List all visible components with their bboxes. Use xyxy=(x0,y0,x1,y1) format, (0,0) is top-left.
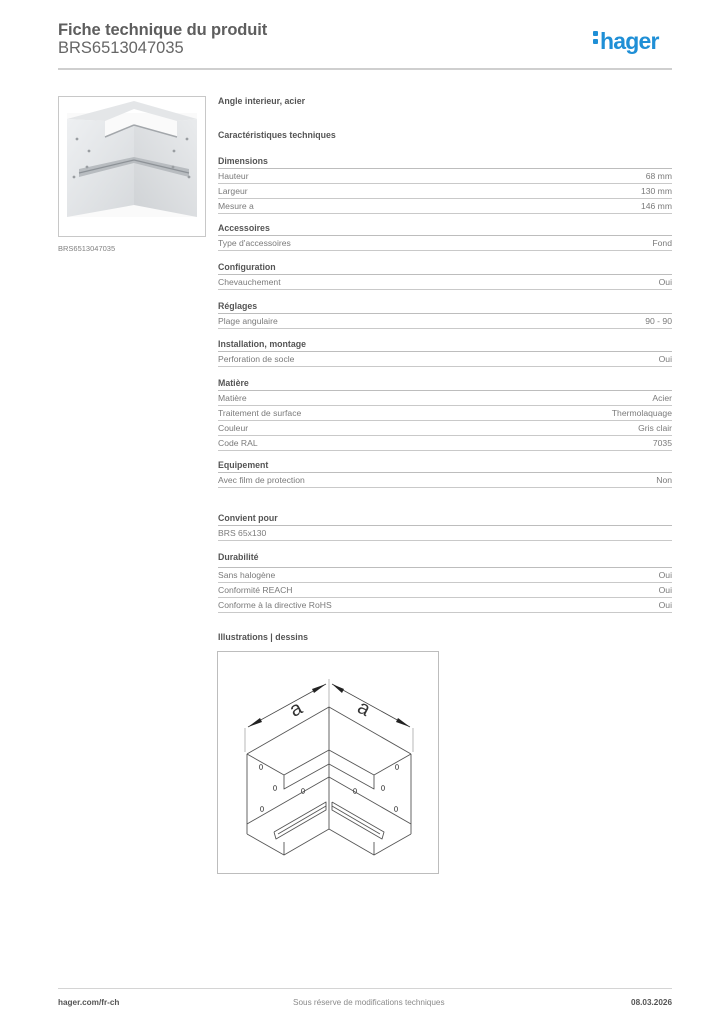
hager-logo: hager xyxy=(593,28,659,55)
spec-row: Conforme à la directive RoHS Oui xyxy=(218,598,672,613)
illustrations-heading: Illustrations | dessins xyxy=(218,632,308,642)
spec-row: Plage angulaire 90 - 90 xyxy=(218,314,672,329)
technical-drawing xyxy=(217,651,439,874)
spec-row: Avec film de protection Non xyxy=(218,473,672,488)
interior-angle-photo-icon xyxy=(59,97,205,236)
section-title: Accessoires xyxy=(218,222,672,236)
section-durabilite xyxy=(218,551,672,613)
section-dimensions xyxy=(218,155,672,214)
product-name: Angle interieur, acier xyxy=(218,96,306,106)
section-title: Configuration xyxy=(218,261,672,275)
footer-date: 08.03.2026 xyxy=(631,998,672,1007)
spec-row: Traitement de surface Thermolaquage xyxy=(218,406,672,421)
footer-website-link[interactable]: hager.com/fr-ch xyxy=(58,998,120,1007)
spec-row: Code RAL 7035 xyxy=(218,436,672,451)
technical-characteristics-heading: Caractéristiques techniques xyxy=(218,130,336,140)
section-title: Matière xyxy=(218,377,672,391)
footer-divider xyxy=(58,988,672,989)
section-title: Durabilité xyxy=(218,551,672,568)
section-matiere xyxy=(218,377,672,451)
logo-colon-icon xyxy=(593,29,598,47)
product-photo-caption: BRS6513047035 xyxy=(58,244,116,253)
footer-disclaimer: Sous réserve de modifications techniques xyxy=(293,998,445,1007)
section-convient-pour xyxy=(218,512,672,541)
spec-row: Couleur Gris clair xyxy=(218,421,672,436)
section-equipement xyxy=(218,459,672,488)
page-title: Fiche technique du produit xyxy=(58,21,268,39)
spec-row: Sans halogène Oui xyxy=(218,568,672,583)
spec-row: Type d'accessoires Fond xyxy=(218,236,672,251)
section-installation-montage xyxy=(218,338,672,367)
spec-row: Matière Acier xyxy=(218,391,672,406)
section-title: Dimensions xyxy=(218,155,672,169)
svg-text:a: a xyxy=(285,697,306,722)
section-title: Convient pour xyxy=(218,512,672,526)
spec-row: BRS 65x130 xyxy=(218,526,672,541)
product-photo xyxy=(58,96,206,237)
section-title: Equipement xyxy=(218,459,672,473)
spec-row: Largeur 130 mm xyxy=(218,184,672,199)
section-reglages xyxy=(218,300,672,329)
section-title: Réglages xyxy=(218,300,672,314)
spec-row: Mesure a 146 mm xyxy=(218,199,672,214)
section-accessoires xyxy=(218,222,672,251)
spec-row: Chevauchement Oui xyxy=(218,275,672,290)
spec-row: Perforation de socle Oui xyxy=(218,352,672,367)
header-divider xyxy=(58,68,672,70)
interior-angle-drawing-icon xyxy=(218,652,438,873)
section-configuration xyxy=(218,261,672,290)
product-reference: BRS6513047035 xyxy=(58,39,184,57)
spec-row: Conformité REACH Oui xyxy=(218,583,672,598)
section-title: Installation, montage xyxy=(218,338,672,352)
spec-row: Hauteur 68 mm xyxy=(218,169,672,184)
svg-text:a: a xyxy=(353,696,374,721)
